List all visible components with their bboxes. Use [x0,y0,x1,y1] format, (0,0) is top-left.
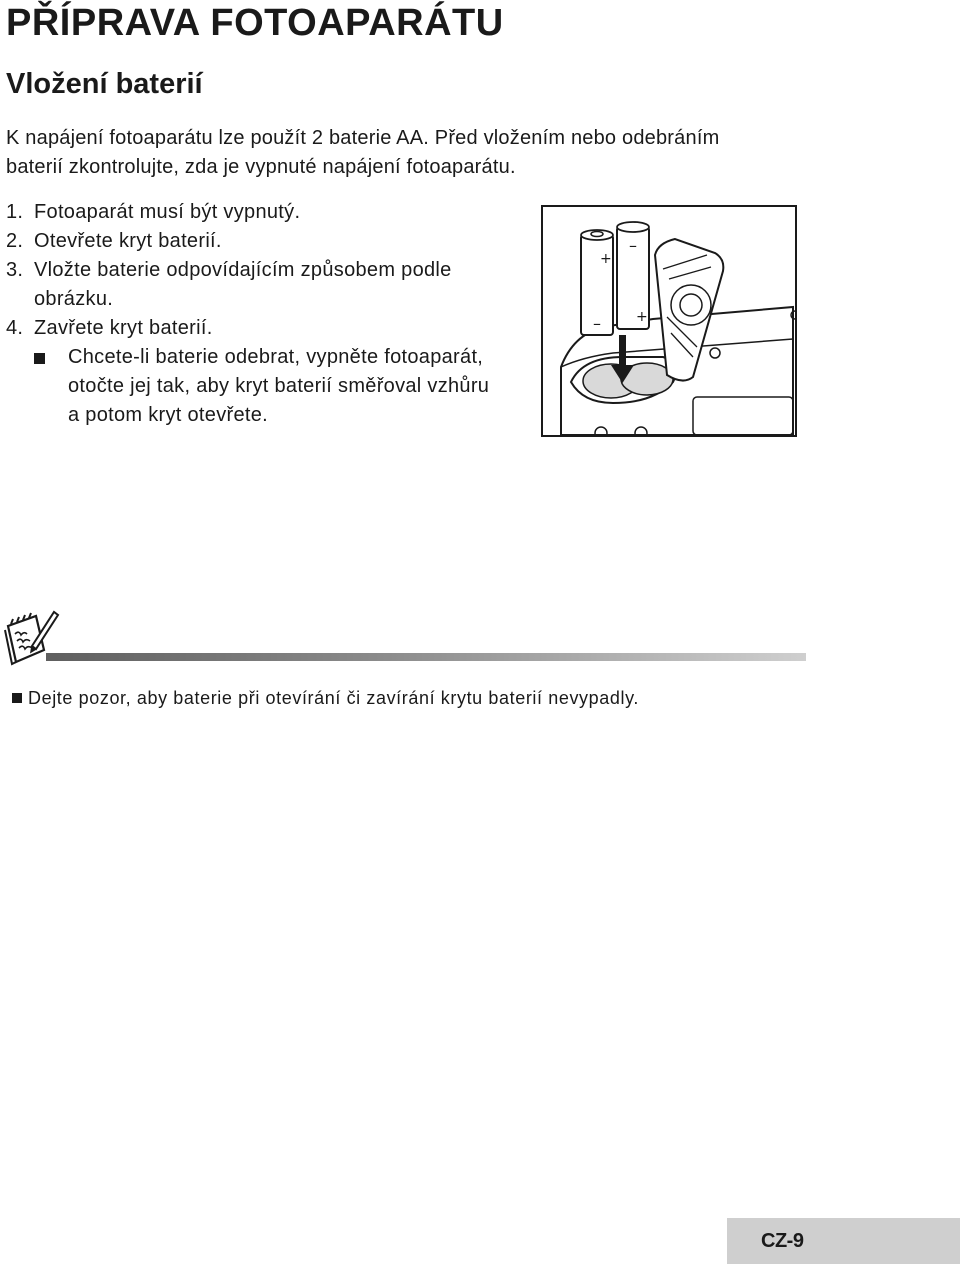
page-number: CZ-9 [761,1230,804,1252]
insert-arrow-shaft [619,335,626,367]
step-1 [6,198,526,227]
bullet-line: a potom kryt otevřete. [68,404,269,426]
battery-camera-drawing [543,207,795,435]
note-text: Dejte pozor, aby baterie při otevírání či zavírání krytu baterií nevypadly. [28,688,639,708]
step-number: 2. [6,230,24,252]
step-number: 3. [6,259,24,281]
bullet-item [6,343,526,430]
battery-right-top [617,222,649,232]
step-text-continued: obrázku. [34,288,114,310]
battery-left-plus: + [600,251,612,267]
page-title: PŘÍPRAVA FOTOAPARÁTU [6,2,504,44]
intro-line: K napájení fotoaparátu lze použít 2 baterie AA. Před vložením nebo odebráním [6,127,720,149]
battery-left-minus: – [593,314,601,333]
bullet-square-icon [12,693,22,703]
intro-line: baterií zkontrolujte, zda je vypnuté napájení fotoaparátu. [6,156,516,178]
battery-right-minus: – [629,236,637,255]
bullet-line: Chcete-li baterie odebrat, vypněte fotoaparát, [68,346,484,368]
step-2 [6,227,526,256]
bullet-line: otočte jej tak, aby kryt baterií směřoval vzhůru [68,375,490,397]
note-divider-bar [46,653,806,661]
step-number: 4. [6,317,24,339]
intro-paragraph [6,124,846,182]
step-text: Zavřete kryt baterií. [34,317,213,339]
step-3 [6,256,526,314]
step-text: Otevřete kryt baterií. [34,230,222,252]
step-text: Vložte baterie odpovídajícím způsobem podle [34,259,452,281]
step-text: Fotoaparát musí být vypnutý. [34,201,301,223]
section-title: Vložení baterií [6,68,203,100]
step-4 [6,314,526,343]
page-number-tag [727,1218,960,1264]
bullet-square-icon [34,353,45,364]
battery-insertion-illustration [541,205,797,437]
note-paragraph [6,684,928,712]
battery-left-terminal [591,232,603,237]
step-number: 1. [6,201,24,223]
steps-list [6,198,526,430]
battery-right-plus: + [636,309,648,325]
